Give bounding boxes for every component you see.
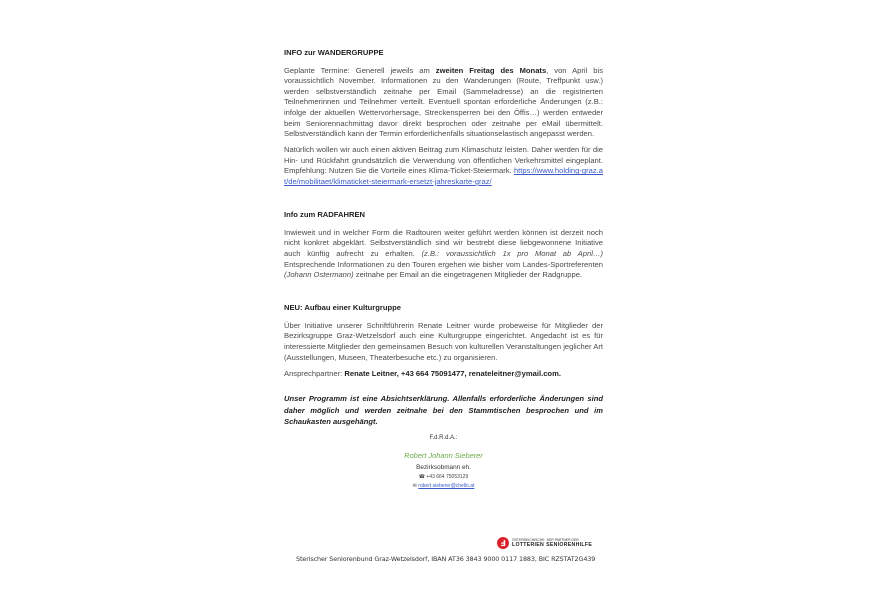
signature-phone	[284, 473, 603, 482]
logo-text-4: SENIORENHILFE	[546, 542, 593, 548]
italic-text: (z.B.: voraussichtlich 1x pro Monat ab April…)	[421, 248, 603, 258]
text: Geplante Termine: Generell jeweils am	[284, 65, 436, 75]
text: , von April bis voraussichtlich November. Informationen zu den Wanderungen (Route, Treffpunkt usw.) werden selbstverständlich zeitnahe per Email (Sammeladresse) an die registrierten Teilnehmerinnen und Teilnehmer verteilt. Eventuell spontan erforderliche Änderungen (z.B.: infolge der aktuellen Wettervorhersage, Streckensperren bei den Öffis…) werden entweder beim Seniorennachmittag davor direkt besprochen oder zeitnahe per eMail übermittelt. Selbstverständlich kann der Termin erforderlichenfalls situationselastisch angepasst werden.	[284, 65, 603, 139]
logo-text-2: DER PARTNER DER	[546, 538, 579, 543]
rad-paragraph	[284, 228, 603, 281]
email-link[interactable]: robert.sieberer@chello.at	[418, 483, 475, 490]
text: zeitnahe per Email an die eingetragenen Mitglieder der Radgruppe.	[353, 270, 583, 280]
signature-email	[284, 482, 603, 491]
kultur-heading: NEU: Aufbau einer Kulturgruppe	[284, 303, 401, 313]
rad-heading: Info zum RADFAHREN	[284, 210, 365, 220]
wander-paragraph-2	[284, 145, 603, 187]
footer-bank-info: Sterischer Seniorenbund Graz-Wetzelsdorf, IBAN AT36 3843 9000 0117 1883, BIC RZSTAT2G439	[296, 555, 596, 563]
logo-text-3: LOTTERIEN	[512, 542, 545, 548]
mail-icon: ✉	[412, 483, 417, 490]
kultur-contact	[284, 369, 603, 380]
phone-number: +43 664 75053129	[426, 474, 469, 481]
lotterien-logo-icon: Ⅎ	[497, 537, 509, 549]
wander-heading: INFO zur WANDERGRUPPE	[284, 48, 384, 57]
kultur-paragraph: Über Initiative unserer Schriftführerin Renate Leitner wurde probeweise für Mitglieder der Bezirksgruppe Graz-Wetzelsdorf auch eine Kulturgruppe eingerichtet. Angedacht ist es für interessierte Mitglieder den gemeinsamen Besuch von kulturellen Veranstaltungen jeglicher Art (Ausstellungen, Museen, Theaterbesuche etc.) zu organisieren.	[284, 320, 603, 362]
bold-text: zweiten Freitag des Monats	[435, 65, 547, 75]
signature-role: Bezirksobmann eh.	[416, 463, 471, 471]
phone-icon: ☎	[418, 474, 425, 481]
text: Entsprechende Informationen zu den Touren ergehen wie bisher vom Landes-Sportreferenten	[284, 259, 603, 269]
italic-text: (Johann Ostermann)	[284, 270, 354, 280]
logo-text-1: ÖSTERREICHISCHE	[512, 538, 545, 543]
logo-text	[512, 538, 592, 547]
closing-statement: Unser Programm ist eine Absichtserklärung. Allenfalls erforderliche Änderungen sind daher möglich und werden zeitnahe bei den Stammtischen besprochen und im Schaukasten ausgehängt.	[284, 394, 603, 427]
contact-label: Ansprechpartner:	[284, 368, 345, 378]
contact-value: Renate Leitner, +43 664 75091477, renateleitner@ymail.com.	[344, 368, 561, 378]
document-body	[284, 48, 603, 491]
klimaticket-link[interactable]: https://www.holding-graz.at/de/mobilitaet/klimaticket-steiermark-ersetzt-jahreskarte-graz/	[284, 166, 603, 187]
text: Natürlich wollen wir auch einen aktiven Beitrag zum Klimaschutz leisten. Daher werden für die Hin- und Rückfahrt grundsätzlich die Verwendung von öffentlichen Verkehrsmittel eingeplant. Empfehlung: Nutzen Sie die Vorteile eines Klima-Ticket-Steiermark.	[284, 145, 603, 176]
fdr-label: F.d.R.d.A.:	[429, 435, 458, 442]
signature-name: Robert Johann Sieberer	[404, 451, 483, 461]
lotterien-logo	[497, 537, 592, 549]
text: Inwieweit und in welcher Form die Radtouren weiter geführt werden können ist derzeit noch nicht konkret abgeklärt. Selbstverständlich sind wir bestrebt diese liebgewonnene Initiative auch künftig aufrecht zu erhalten.	[284, 227, 603, 258]
signature-block	[284, 433, 603, 491]
wander-paragraph-1	[284, 66, 603, 140]
